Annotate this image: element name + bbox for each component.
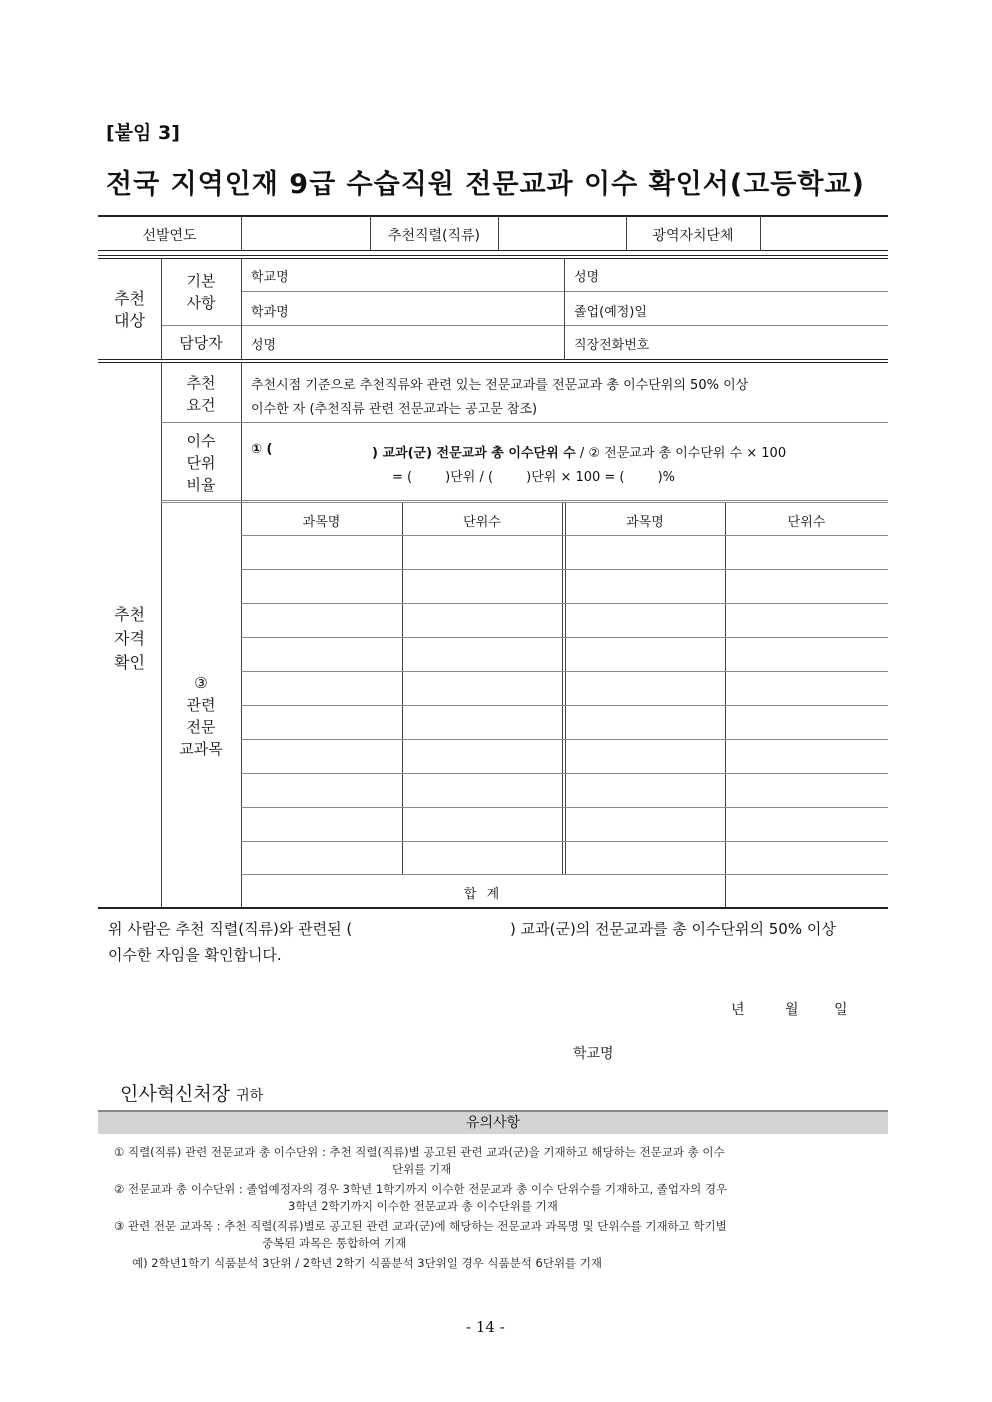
divider <box>562 503 563 875</box>
student-name-label: 성명 <box>574 270 600 285</box>
page-number: - 14 - <box>466 1318 505 1336</box>
date-month: 월 <box>785 1002 799 1018</box>
year-label: 선발연도 <box>142 228 197 244</box>
table-row <box>241 773 888 774</box>
divider <box>498 216 499 251</box>
table-top-border <box>98 215 888 217</box>
school-sign-label: 학교명 <box>573 1046 614 1062</box>
row-line <box>161 325 888 326</box>
section-double-line <box>98 362 888 363</box>
date-year: 년 <box>731 1002 745 1018</box>
table-row <box>241 671 888 672</box>
divider <box>402 503 403 875</box>
document-title: 전국 지역인재 9급 수습직원 전문교과 이수 확인서(고등학교) <box>106 169 865 200</box>
table-row <box>241 535 888 536</box>
addressee <box>120 1079 263 1106</box>
cautions-header: 유의사항 <box>98 1110 888 1134</box>
total-label: 합 계 <box>463 887 503 902</box>
ratio-formula-line2: = ( )단위 / ( )단위 × 100 = ( )% <box>392 470 675 485</box>
divider <box>241 216 242 251</box>
table-row <box>241 874 888 875</box>
col-units-2: 단위수 <box>787 515 826 530</box>
note-example: 예) 2학년1학기 식품분석 3단위 / 2학년 2학기 식품분석 3단위일 경우 식품분석 6단위를 기재 <box>132 1256 603 1270</box>
table-row <box>241 705 888 706</box>
note-2-cont: 3학년 2학기까지 이수한 전문교과 총 이수단위를 기재 <box>288 1199 558 1213</box>
manager-name-label: 성명 <box>251 338 277 353</box>
position-label: 추천직렬(직류) <box>387 228 481 244</box>
table-bottom-border <box>98 907 888 909</box>
note-1-cont: 단위를 기재 <box>392 1162 452 1176</box>
annex-label: [붙임 3] <box>106 122 180 144</box>
ratio-part1: ① ( <box>251 442 273 457</box>
confirm-text-line1-start: 위 사람은 추천 직렬(직류)와 관련된 ( <box>108 920 353 938</box>
table-row <box>241 569 888 570</box>
ratio-formula <box>372 442 786 461</box>
ratio-label: 이수 단위 비율 <box>186 432 216 494</box>
note-3-cont: 중복된 과목은 통합하여 기재 <box>262 1236 407 1250</box>
divider <box>760 216 761 251</box>
col-subject-1: 과목명 <box>302 515 341 530</box>
department-label: 학과명 <box>251 305 289 320</box>
table-row <box>241 603 888 604</box>
qualification-section-label: 추천 자격 확인 <box>114 605 145 672</box>
manager-label: 담당자 <box>179 334 223 352</box>
col-units-1: 단위수 <box>463 515 501 530</box>
row-line <box>161 422 888 423</box>
divider <box>565 503 566 875</box>
divider <box>564 258 565 360</box>
requirement-label: 추천 요건 <box>186 374 216 414</box>
col-subject-2: 과목명 <box>626 515 664 530</box>
table-row <box>241 807 888 808</box>
row-line <box>161 502 888 503</box>
work-phone-label: 직장전화번호 <box>574 338 650 353</box>
confirm-text-line1-end: ) 교과(군)의 전문교과를 총 이수단위의 50% 이상 <box>510 920 836 938</box>
note-1: ① 직렬(직류) 관련 전문교과 총 이수단위 : 추천 직렬(직류)별 공고된 관련 교과(군)을 기재하고 해당하는 전문교과 총 이수 <box>114 1145 725 1159</box>
note-2: ② 전문교과 총 이수단위 : 졸업예정자의 경우 3학년 1학기까지 이수한 전문교과 총 이수 단위수를 기재하고, 졸업자의 경우 <box>114 1182 728 1196</box>
school-name-label: 학교명 <box>251 270 289 285</box>
section-double-line <box>98 258 888 259</box>
addressee-name: 인사혁신처장 <box>120 1083 231 1105</box>
related-subjects-label: ③ 관련 전문 교과목 <box>179 674 223 758</box>
date-day: 일 <box>834 1002 848 1018</box>
requirement-text-line2: 이수한 자 (추천직류 관련 전문교과는 공고문 참조) <box>251 402 538 417</box>
region-label: 광역자치단체 <box>652 228 734 244</box>
divider <box>241 363 242 908</box>
requirement-text-line1: 추천시점 기준으로 추천직류와 관련 있는 전문교과를 전문교과 총 이수단위의 50% 이상 <box>251 378 749 393</box>
section-double-line <box>98 359 888 360</box>
header-row-bottom <box>98 250 888 251</box>
note-3: ③ 관련 전문 교과목 : 추천 직렬(직류)별로 공고된 관련 교과(군)에 해당하는 전문교과 과목명 및 단위수를 기재하고 학기별 <box>114 1219 727 1233</box>
section-double-line <box>98 255 888 256</box>
graduation-date-label: 졸업(예정)일 <box>574 305 647 320</box>
ratio-part2: ) 교과(군) 전문교과 총 이수단위 수 <box>372 446 576 461</box>
addressee-suffix: 귀하 <box>236 1088 264 1104</box>
ratio-part3: / ② 전문교과 총 이수단위 수 × 100 <box>575 446 787 461</box>
confirm-text-line2: 이수한 자임을 확인합니다. <box>108 946 282 964</box>
divider <box>241 258 242 360</box>
basic-info-label: 기본 사항 <box>186 272 216 312</box>
row-line <box>161 500 888 501</box>
table-row <box>241 739 888 740</box>
table-row <box>241 637 888 638</box>
target-section-label: 추천 대상 <box>114 289 145 330</box>
table-row <box>241 841 888 842</box>
